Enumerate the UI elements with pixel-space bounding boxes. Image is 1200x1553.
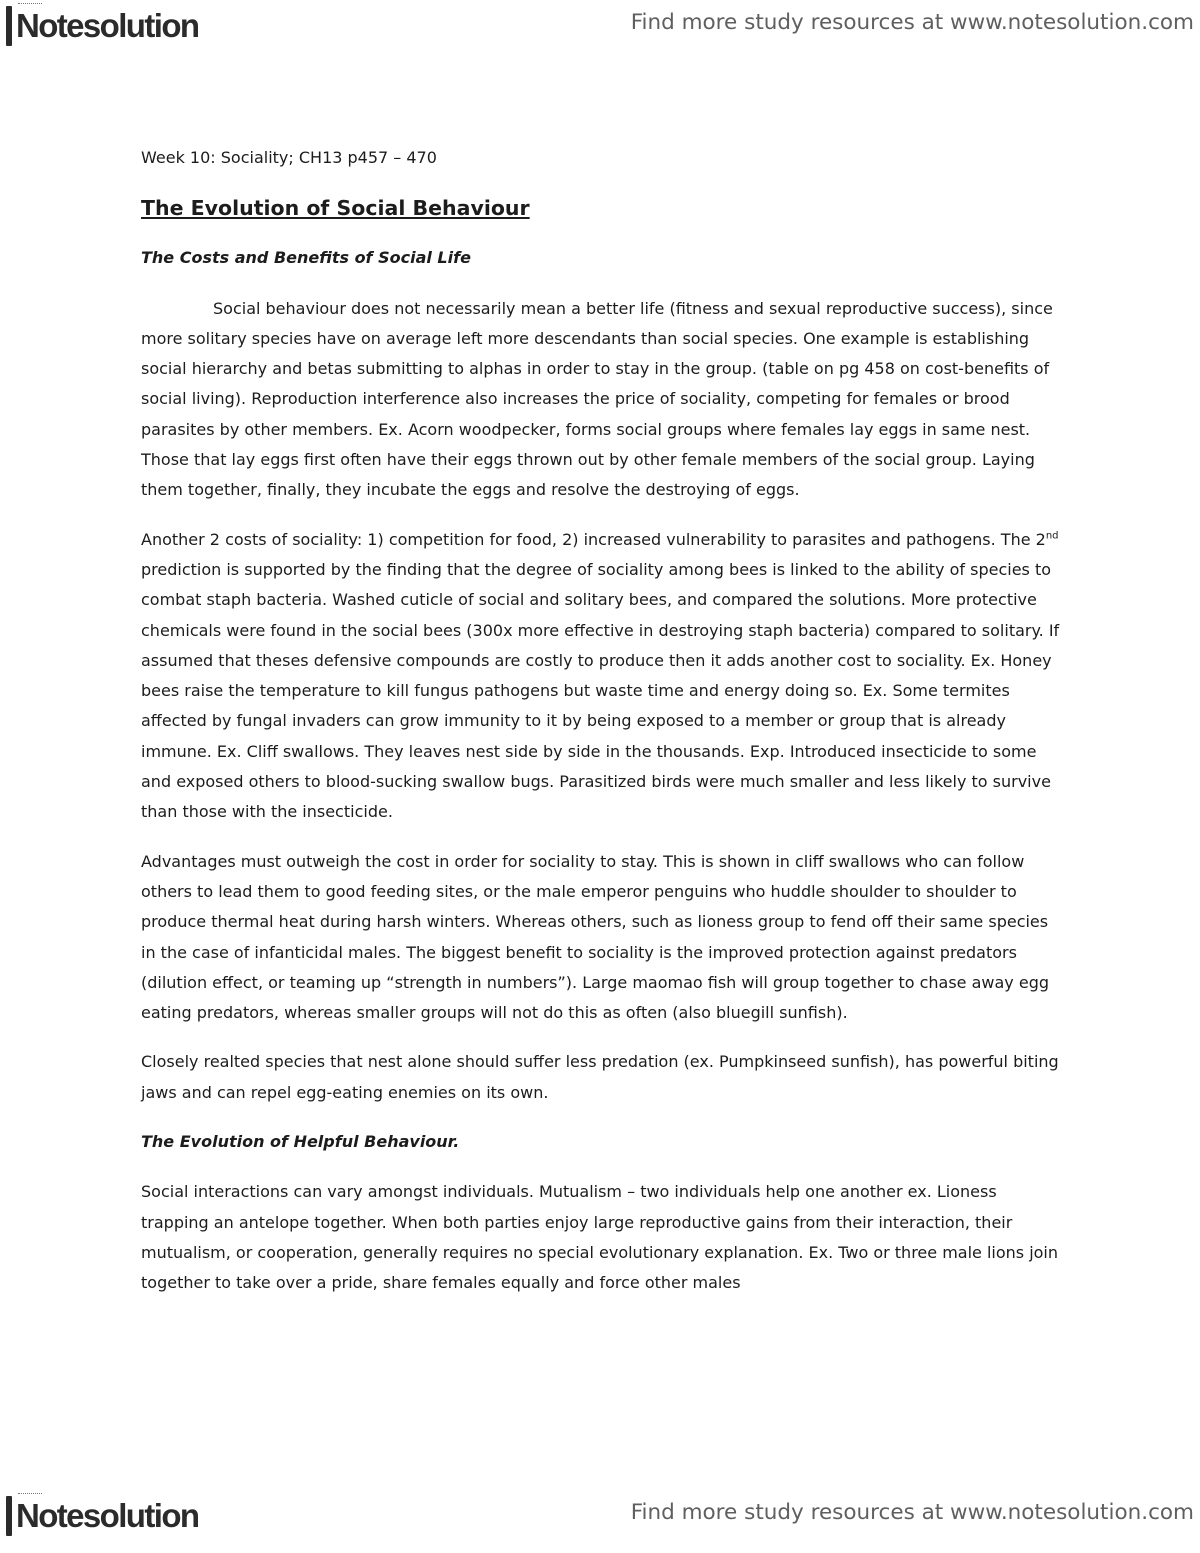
header-bar (0, 0, 1200, 60)
notesolution-logo-footer[interactable] (6, 1494, 198, 1538)
superscript-nd: nd (1045, 530, 1059, 542)
header-tagline[interactable]: Find more study resources at www.notesolution.com (630, 10, 1194, 35)
document-body (141, 143, 1066, 1318)
footer-bar (0, 1490, 1200, 1550)
logo-text: Notesolution (16, 1497, 199, 1534)
paragraph-2-part-b: prediction is supported by the finding that the degree of sociality among bees is linked to the ability of species to combat staph bacteria. Washed cuticle of social and solitary bees, and compared the solutions. More protective chemicals were found in the social bees (300x more effective in destroying staph bacteria) compared to solitary. If assumed that theses defensive compounds are costly to produce then it adds another cost to sociality. Ex. Honey bees raise the temperature to kill fungus pathogens but waste time and energy doing so. Ex. Some termites affected by fungal invaders can grow immunity to it by being exposed to a member or group that is already immune. Ex. Cliff swallows. They leaves nest side by side in the thousands. Exp. Introduced insecticide to some and exposed others to blood-sucking swallow bugs. Parasitized birds were much smaller and less likely to survive than those with the insecticide. (141, 559, 1060, 822)
notesolution-logo[interactable] (6, 4, 198, 48)
section-heading-helpful-behaviour: The Evolution of Helpful Behaviour. (141, 1132, 460, 1152)
logo-mark-icon (6, 6, 12, 46)
paragraph-3: Advantages must outweigh the cost in order for sociality to stay. This is shown in cliff swallows who can follow others to lead them to good feeding sites, or the male emperor penguins who huddle shoulder to shoulder to produce thermal heat during harsh winters. Whereas others, such as lioness group to fend off their same species in the case of infanticidal males. The biggest benefit to sociality is the improved protection against predators (dilution effect, or teaming up “strength in numbers”). Large maomao fish will group together to chase away egg eating predators, whereas smaller groups will not do this as often (also bluegill sunfish). (141, 851, 1050, 1023)
paragraph-5: Social interactions can vary amongst individuals. Mutualism – two individuals help one another ex. Lioness trapping an antelope together. When both parties enjoy large reproductive gains from their interaction, their mutualism, or cooperation, generally requires no special evolutionary explanation. Ex. Two or three male lions join together to take over a pride, share females equally and force other males (141, 1182, 1059, 1293)
paragraph-2 (141, 525, 1066, 828)
section-heading-costs-benefits: The Costs and Benefits of Social Life (141, 248, 471, 268)
week-line: Week 10: Sociality; CH13 p457 – 470 (141, 148, 437, 167)
paragraph-1: Social behaviour does not necessarily mean a better life (fitness and sexual reproductive success), since more solitary species have on average left more descendants than social species. One example is establishing social hierarchy and betas submitting to alphas in order to stay in the group. (table on pg 458 on cost-benefits of social living). Reproduction interference also increases the price of sociality, competing for females or brood parasites by other members. Ex. Acorn woodpecker, forms social groups where females lay eggs in same nest. Those that lay eggs first often have their eggs thrown out by other female members of the social group. Laying them together, finally, they incubate the eggs and resolve the destroying of eggs. (141, 298, 1053, 500)
paragraph-4: Closely realted species that nest alone should suffer less predation (ex. Pumpkinseed sunfish), has powerful biting jaws and can repel egg-eating enemies on its own. (141, 1052, 1059, 1102)
paragraph-2-part-a: Another 2 costs of sociality: 1) competition for food, 2) increased vulnerability to parasites and pathogens. The 2 (141, 529, 1046, 549)
document-title: The Evolution of Social Behaviour (141, 196, 530, 221)
logo-text: Notesolution (16, 7, 199, 44)
footer-tagline[interactable]: Find more study resources at www.notesolution.com (630, 1500, 1194, 1525)
logo-mark-icon (6, 1496, 12, 1536)
